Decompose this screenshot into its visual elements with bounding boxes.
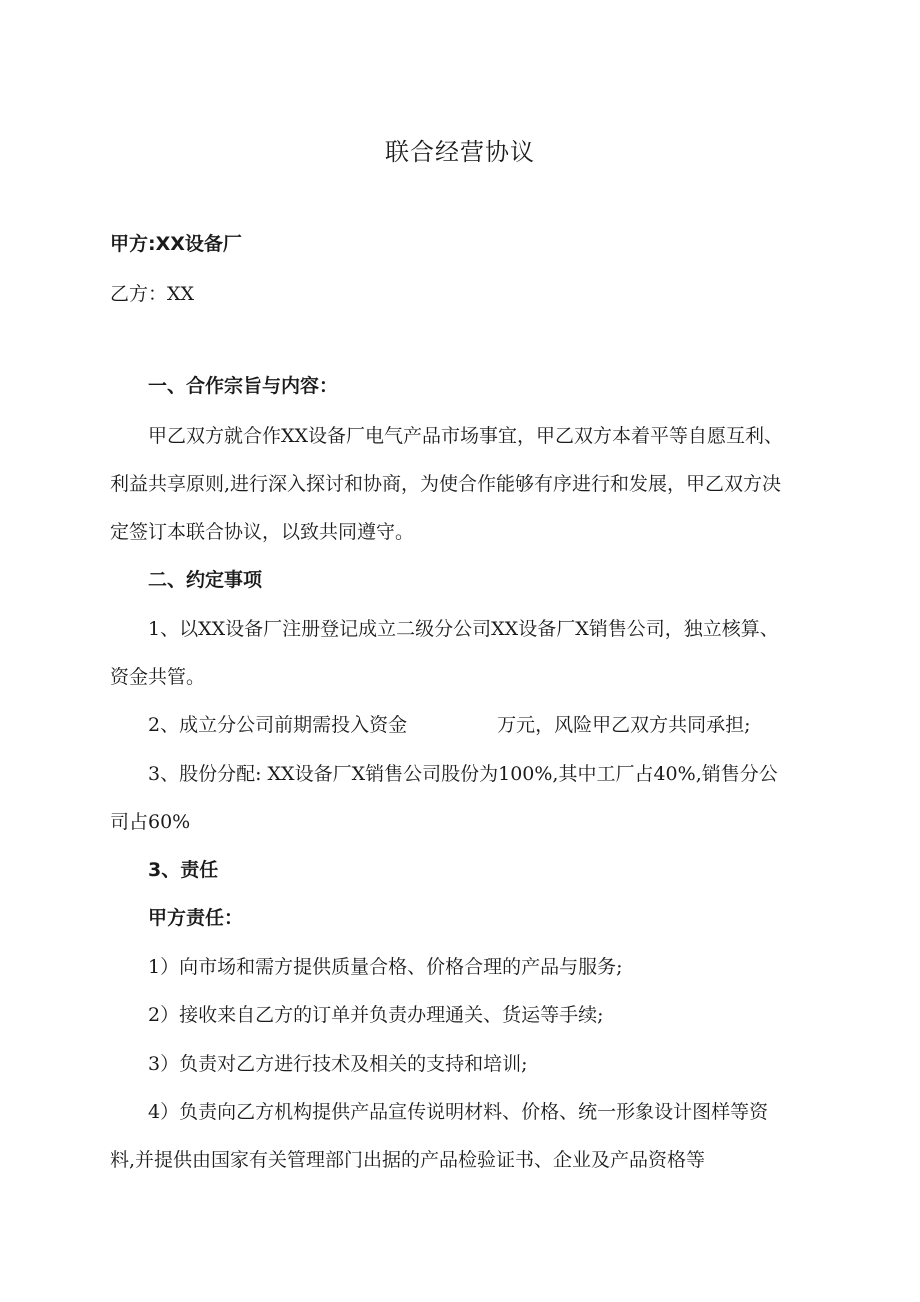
- duty-item-3: 3）负责对乙方进行技术及相关的支持和培训;: [148, 1053, 528, 1075]
- duty-item-1: 1）向市场和需方提供质量合格、价格合理的产品与服务;: [148, 956, 623, 978]
- section1-heading: 一、合作宗旨与内容：: [148, 375, 339, 397]
- duty-item-2: 2）接收来自乙方的订单并负责办理通关、货运等手续;: [148, 1004, 604, 1026]
- item3-line-2: 司占60%: [110, 811, 191, 833]
- item2-text-part1: 2、成立分公司前期需投入资金: [148, 714, 408, 736]
- item1-line-2: 资金共管。: [110, 666, 206, 688]
- party-a-line: 甲方:XX设备厂: [110, 233, 242, 255]
- item3-line-1: 3、股份分配: XX设备厂X销售公司股份为100%,其中工厂占40%,销售分公: [148, 763, 778, 785]
- item2-text-part2: 万元，风险甲乙双方共同承担;: [497, 714, 751, 736]
- section3-heading: 3、责任: [148, 859, 219, 881]
- party-b-text: 乙方：XX: [110, 283, 195, 305]
- section1-para-line-1: 甲乙双方就合作XX设备厂电气产品市场事宜，甲乙双方本着平等自愿互利、: [148, 425, 784, 447]
- document-title: 联合经营协议: [385, 138, 535, 166]
- duty-item-4-line-2: 料,并提供由国家有关管理部门出据的产品检验证书、企业及产品资格等: [110, 1149, 706, 1171]
- item2-line: [148, 713, 751, 737]
- section2-heading: 二、约定事项: [148, 569, 263, 591]
- section1-para-line-2: 利益共享原则,进行深入探讨和协商，为使合作能够有序进行和发展，甲乙双方决: [110, 473, 782, 495]
- item1-line-1: 1、以XX设备厂注册登记成立二级分公司XX设备厂X销售公司，独立核算、: [148, 618, 779, 640]
- duty-item-4-line-1: 4）负责向乙方机构提供产品宣传说明材料、价格、统一形象设计图样等资: [148, 1101, 769, 1123]
- section1-para-line-3: 定签订本联合协议，以致共同遵守。: [110, 521, 415, 543]
- party-b-line: [110, 282, 194, 306]
- party-a-duty-heading: 甲方责任：: [148, 907, 244, 929]
